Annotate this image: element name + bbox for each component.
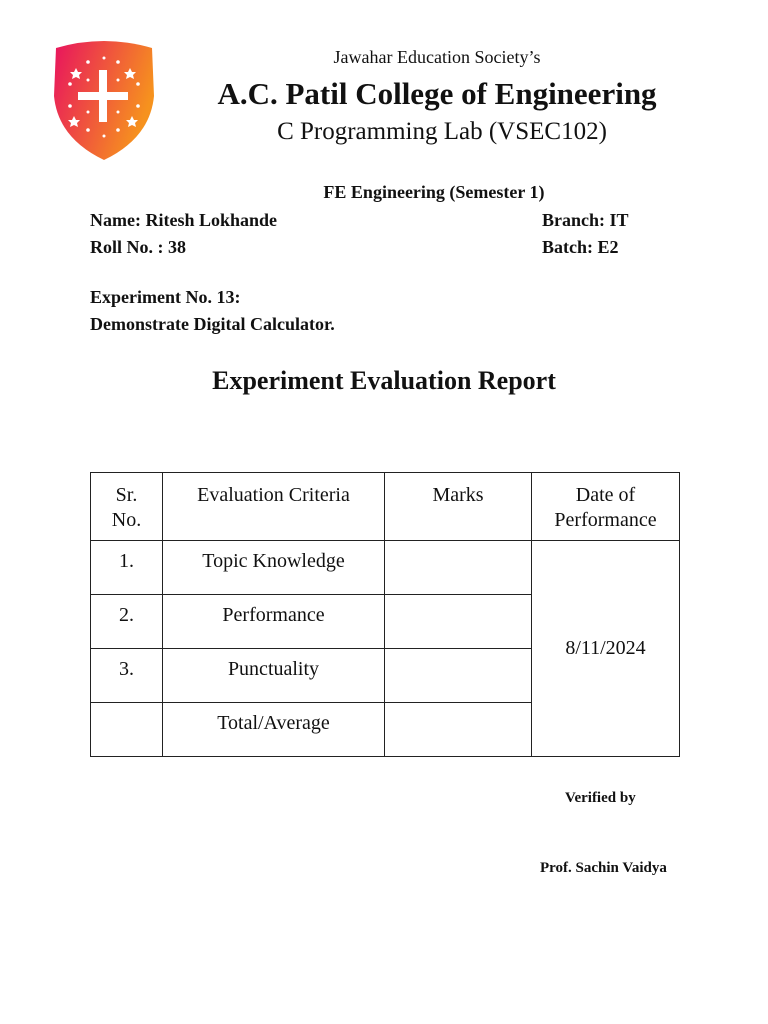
student-name: Name: Ritesh Lokhande: [90, 210, 278, 230]
evaluation-table: [90, 472, 680, 757]
row-criteria: Total/Average: [163, 703, 385, 757]
table-header-row: [91, 473, 680, 541]
header-sr-line1: Sr.: [115, 484, 138, 506]
semester-label: FE Engineering (Semester 1): [323, 182, 545, 202]
header-date: [532, 473, 680, 541]
professor-name: Prof. Sachin Vaidya: [540, 860, 667, 876]
header-date-line1: Date of: [575, 484, 636, 506]
experiment-number: Experiment No. 13:: [90, 287, 241, 307]
verified-by-label: Verified by: [565, 790, 636, 806]
header-sr-line2: No.: [111, 509, 142, 531]
experiment-title: Demonstrate Digital Calculator.: [90, 314, 335, 334]
header-marks: Marks: [385, 473, 532, 541]
header-sr-no: [91, 473, 163, 541]
row-sr: 2.: [91, 595, 163, 649]
row-criteria: Punctuality: [163, 649, 385, 703]
table-row: [91, 541, 680, 595]
row-marks[interactable]: [385, 595, 532, 649]
society-name: Jawahar Education Society’s: [333, 47, 541, 67]
date-of-performance: 8/11/2024: [532, 541, 680, 757]
row-criteria: Topic Knowledge: [163, 541, 385, 595]
row-sr: 1.: [91, 541, 163, 595]
header-criteria: Evaluation Criteria: [163, 473, 385, 541]
row-marks[interactable]: [385, 649, 532, 703]
lab-name: C Programming Lab (VSEC102): [277, 118, 607, 145]
student-branch: Branch: IT: [542, 210, 629, 230]
row-marks[interactable]: [385, 703, 532, 757]
student-roll: Roll No. : 38: [90, 237, 186, 257]
row-criteria: Performance: [163, 595, 385, 649]
row-marks[interactable]: [385, 541, 532, 595]
college-name: A.C. Patil College of Engineering: [217, 76, 657, 111]
row-sr: [91, 703, 163, 757]
student-batch: Batch: E2: [542, 237, 619, 257]
row-sr: 3.: [91, 649, 163, 703]
report-title: Experiment Evaluation Report: [212, 366, 556, 395]
header-date-line2: Performance: [554, 509, 657, 531]
